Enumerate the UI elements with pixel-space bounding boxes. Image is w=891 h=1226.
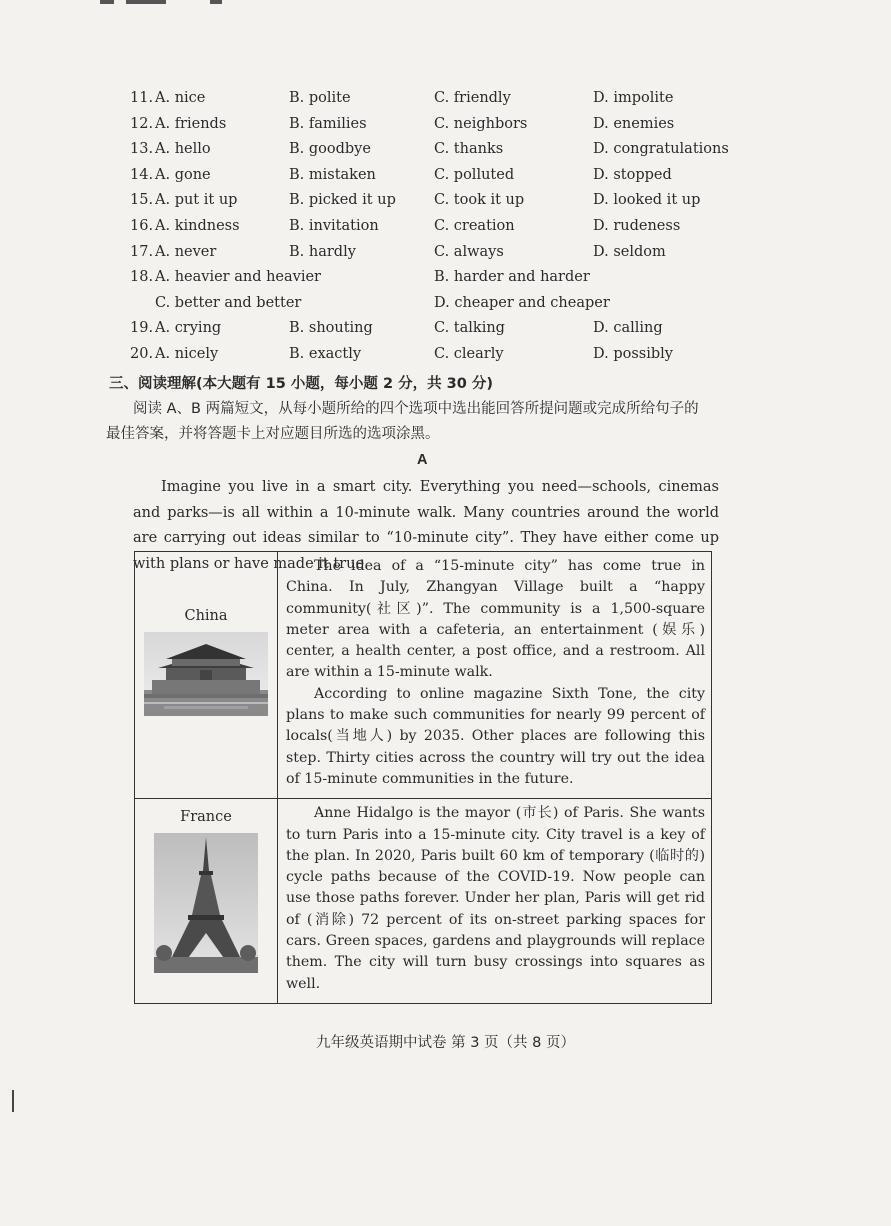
option-row [130,141,730,167]
option-b: B. families [289,115,367,132]
tiananmen-photo [144,632,268,716]
option-c: C. friendly [434,90,511,106]
scan-margin-mark [12,1090,14,1112]
option-b: B. goodbye [289,141,371,158]
option-b: B. harder and harder [434,269,590,286]
instruction-line-1: 阅读 A、B 两篇短文，从每小题所给的四个选项中选出能回答所提问题或完成所给句子的 [133,401,699,417]
option-row [130,295,730,321]
table-row-france [135,799,712,1004]
china-cell [135,552,278,799]
option-c: C. thanks [434,141,504,158]
question-number: 13. [130,141,154,158]
option-c: C. clearly [434,345,504,362]
china-text [278,552,712,799]
china-paragraph-2: According to online magazine Sixth Tone, the city plans to make such communities for nearly 99 percent of locals(当地人) by 2035. Other places are following this step. Thirty cities across the country will try out the idea of 15-minute communities in the future. [286,685,705,787]
france-cell [135,799,278,1004]
option-d: D. stopped [593,166,672,183]
option-c: C. took it up [434,192,525,209]
option-row [130,346,730,372]
option-d: D. rudeness [593,217,681,234]
option-c: C. polluted [434,166,515,183]
france-label: France [180,809,232,826]
option-a: A. never [155,243,217,260]
france-text [278,799,712,1004]
option-d: D. looked it up [593,192,701,209]
scan-artifact [100,0,224,5]
option-a: A. friends [155,115,227,132]
option-row [130,90,730,116]
china-label: China [184,608,228,624]
option-d: D. enemies [593,115,675,132]
option-a: A. crying [155,320,222,337]
option-c: C. neighbors [434,115,528,132]
china-paragraph-1: The idea of a “15-minute city” has come true in China. In July, Zhangyan Village built a “happy community(社区)”. The community is a 1,500-square meter area with a cafeteria, an entertainment (娱乐) center, a health center, a post office, and a restroom. All are within a 15-minute walk. [286,558,705,681]
table-row-china [135,552,712,799]
option-row [130,167,730,193]
question-number: 12. [130,115,154,132]
section-heading: 三、阅读理解(本大题有 15 小题，每小题 2 分，共 30 分) [109,376,493,392]
option-row [130,269,730,295]
option-b: B. picked it up [289,192,396,209]
option-a: A. put it up [155,192,238,209]
option-b: B. polite [289,90,351,106]
question-number: 18. [130,269,154,286]
option-row [130,192,730,218]
eiffel-tower-photo [154,833,258,973]
option-row [130,320,730,346]
option-d: D. congratulations [593,141,729,158]
option-a: A. nice [155,90,206,106]
choice-options [130,90,730,372]
passage-letter: A [417,452,428,468]
option-a: A. heavier and heavier [155,269,321,286]
section-instructions [106,397,717,447]
option-b: B. exactly [289,345,362,362]
question-number: 16. [130,217,154,234]
option-row [130,116,730,142]
option-d: D. seldom [593,243,666,260]
page-footer: 九年级英语期中试卷 第 3 页（共 8 页） [316,1035,575,1051]
option-a: A. kindness [155,217,240,234]
france-paragraph-1: Anne Hidalgo is the mayor (市长) of Paris. She wants to turn Paris into a 15-minute city. City travel is a key of the plan. In 2020, Paris built 60 km of temporary (临时的) cycle paths because of the COVID-19. Now people can use those paths forever. Under her plan, Paris will get rid of (消除) 72 percent of its on-street parking spaces for cars. Green spaces, gardens and playgrounds will replace them. The city will turn busy crossings into squares as well. [286,805,705,992]
city-table [134,551,712,1004]
question-number: 17. [130,243,154,260]
question-number: 20. [130,345,154,362]
option-row [130,218,730,244]
question-number: 15. [130,192,154,209]
question-number: 19. [130,320,154,337]
intro-paragraph: Imagine you live in a smart city. Everything you need—schools, cinemas and parks—is all within a 10-minute walk. Many countries around the world are carrying out ideas similar to “10-minute city”. They have either come up with plans or have made it true. [133,479,719,572]
option-c: C. talking [434,320,505,337]
option-d: D. cheaper and cheaper [434,294,610,311]
question-number: 11. [130,90,154,106]
option-c: C. creation [434,217,515,234]
option-c: C. always [434,243,504,260]
option-d: D. possibly [593,345,673,362]
option-b: B. mistaken [289,166,376,183]
option-b: B. hardly [289,243,356,260]
question-number: 14. [130,166,154,183]
option-d: D. calling [593,320,663,337]
instruction-line-2: 最佳答案，并将答题卡上对应题目所选的选项涂黑。 [106,426,440,442]
option-a: A. gone [155,166,211,183]
option-b: B. invitation [289,217,379,234]
option-d: D. impolite [593,90,674,106]
option-c: C. better and better [155,294,302,311]
option-row [130,244,730,270]
option-b: B. shouting [289,320,373,337]
option-a: A. hello [155,141,211,158]
option-a: A. nicely [155,345,219,362]
